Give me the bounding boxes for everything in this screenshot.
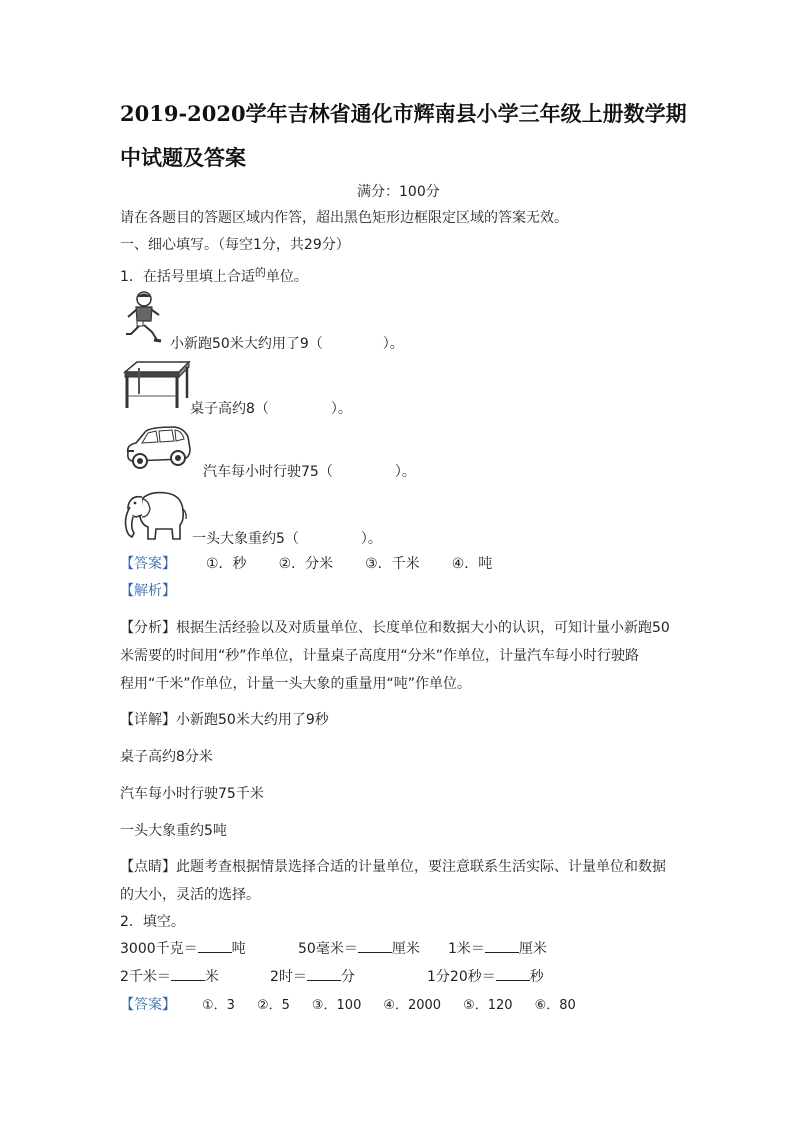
row2-item2-post: 分: [340, 969, 355, 985]
elephant-icon: [120, 487, 188, 542]
item-1-end: ）。: [382, 336, 404, 352]
xiangjie-line-2: 桌子高约8分米: [120, 749, 213, 765]
q2-answer-1: ①．3: [202, 998, 235, 1013]
dianjing-line-2: 的大小，灵活的选择。: [120, 887, 260, 903]
q2-answer-4: ④．2000: [383, 998, 442, 1013]
q2-answer-5: ⑤．120: [463, 998, 513, 1013]
question-1-stem: [120, 266, 308, 286]
instruction: 请在各题目的答题区域内作答，超出黑色矩形边框限定区域的答案无效。: [120, 210, 568, 226]
question-1-stem-text: 1．在括号里填上合适: [120, 269, 255, 285]
row1-item1-blank[interactable]: [198, 938, 232, 953]
row2-item3-blank[interactable]: [496, 966, 530, 981]
car-icon: [122, 423, 194, 473]
row2-item1-blank[interactable]: [171, 966, 205, 981]
question-2-row-1-item-1: [120, 938, 246, 958]
question-2-row-1-item-2: [298, 938, 420, 958]
fenxi-label: 【分析】: [120, 620, 176, 636]
fenxi-line-3: 程用“千米”作单位，计量一头大象的重量用“吨”作单位。: [120, 676, 472, 692]
question-2-row-2-item-2: [270, 966, 355, 986]
q2-answer-2: ②．5: [256, 998, 290, 1013]
full-score: 满分：100分: [357, 184, 440, 200]
row1-item3-blank[interactable]: [485, 938, 519, 953]
question-1-stem-superscript: 的: [254, 266, 266, 279]
row2-item2-blank[interactable]: [307, 966, 341, 981]
analysis-label: 【解析】: [120, 583, 176, 599]
question-2-stem: 2．填空。: [120, 914, 185, 930]
row2-item3-post: 秒: [529, 969, 544, 985]
item-1-text: 小新跑50米大约用了9（: [170, 336, 323, 352]
answer-4: ④．吨: [451, 556, 493, 572]
xiangjie-label: 【详解】: [120, 712, 176, 728]
xiangjie-text-1: 小新跑50米大约用了9秒: [176, 712, 329, 728]
row1-item2-pre: 50毫米＝: [298, 941, 358, 957]
question-2-row-2-item-3: [427, 966, 544, 986]
running-boy-icon: [122, 290, 166, 344]
answer-2: ②．分米: [278, 556, 334, 572]
question-1-item-2: [190, 398, 352, 418]
q2-answer-label: 【答案】: [120, 997, 176, 1013]
answer-1: ①．秒: [206, 556, 247, 572]
answer-3: ③．千米: [365, 556, 420, 572]
fenxi-text-1: 根据生活经验以及对质量单位、长度单位和数据大小的认识，可知计量小新跑50: [176, 620, 670, 636]
section-heading: 一、细心填写。（每空1分，共29分）: [120, 237, 350, 253]
row1-item2-post: 厘米: [391, 941, 420, 957]
dianjing-text-1: 此题考查根据情景选择合适的计量单位，要注意联系生活实际、计量单位和数据: [176, 859, 666, 875]
fenxi-line-1: [120, 617, 670, 637]
dianjing-label: 【点睛】: [120, 859, 176, 875]
q2-answer-6: ⑥．80: [534, 998, 576, 1013]
question-1-answer-row: [120, 553, 492, 573]
table-icon: [123, 360, 191, 412]
item-4-end: ）。: [360, 531, 382, 547]
row1-item1-pre: 3000千克＝: [120, 941, 198, 957]
page-title-line1: 2019-2020学年吉林省通化市辉南县小学三年级上册数学期: [120, 101, 687, 126]
question-1-item-3: [203, 461, 416, 481]
question-1-item-1: [170, 333, 404, 353]
row2-item1-post: 米: [204, 969, 219, 985]
question-2-row-1-item-3: [448, 938, 547, 958]
question-2-row-2-item-1: [120, 966, 219, 986]
row2-item3-pre: 1分20秒＝: [427, 969, 496, 985]
item-3-text: 汽车每小时行驶75（: [203, 464, 333, 480]
row2-item1-pre: 2千米＝: [120, 969, 171, 985]
row1-item3-post: 厘米: [518, 941, 547, 957]
question-1-item-4: [192, 528, 382, 548]
row2-item2-pre: 2时＝: [270, 969, 307, 985]
page-title-line2: 中试题及答案: [120, 145, 246, 170]
dianjing-line-1: [120, 856, 666, 876]
answer-label: 【答案】: [120, 556, 176, 572]
row1-item3-pre: 1米＝: [448, 941, 485, 957]
item-4-text: 一头大象重约5（: [192, 531, 299, 547]
xiangjie-line-1: [120, 709, 329, 729]
question-2-answer-row: [120, 994, 576, 1014]
fenxi-line-2: 米需要的时间用“秒”作单位，计量桌子高度用“分米”作单位，计量汽车每小时行驶路: [120, 648, 640, 664]
item-2-text: 桌子高约8（: [190, 401, 269, 417]
item-3-end: ）。: [394, 464, 416, 480]
row1-item2-blank[interactable]: [358, 938, 392, 953]
row1-item1-post: 吨: [231, 941, 246, 957]
item-2-end: ）。: [330, 401, 352, 417]
xiangjie-line-4: 一头大象重约5吨: [120, 823, 227, 839]
q2-answer-3: ③．100: [311, 998, 362, 1013]
question-1-stem-text-end: 单位。: [265, 269, 308, 285]
xiangjie-line-3: 汽车每小时行驶75千米: [120, 786, 264, 802]
